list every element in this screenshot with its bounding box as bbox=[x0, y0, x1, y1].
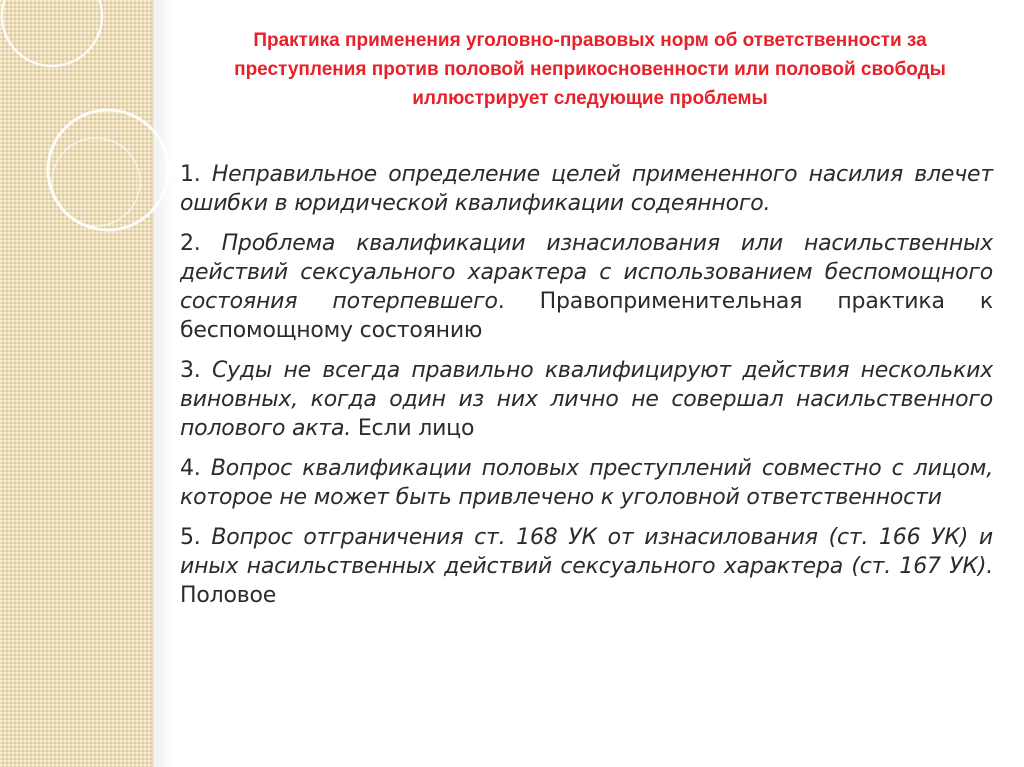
slide-title: Практика применения уголовно-правовых норм об ответственности за преступления против половой неприкосновенности или половой свободы иллюстрирует следующие проблемы bbox=[234, 30, 946, 109]
problem-list bbox=[180, 160, 993, 621]
item-plain-text: Если лицо bbox=[351, 416, 475, 441]
decorative-ring-inner bbox=[52, 138, 140, 226]
list-item bbox=[180, 356, 993, 443]
item-plain-text: Половое bbox=[180, 583, 277, 608]
decorative-ring-top bbox=[2, 0, 102, 66]
item-number: 3. bbox=[180, 358, 201, 383]
item-number: 4. bbox=[180, 456, 201, 481]
list-item bbox=[180, 160, 993, 218]
item-number: 1. bbox=[180, 162, 201, 187]
item-italic-text: Проблема квалификации изнасилования или насильственных действий сексуального характера с использованием беспомощного состояния потерпевшего bbox=[180, 231, 993, 314]
list-item bbox=[180, 229, 993, 345]
item-number: 2. bbox=[180, 231, 201, 256]
item-italic-text: Неправильное определение целей примененного насилия влечет ошибки в юридической квалификации содеянного. bbox=[180, 162, 993, 216]
list-item bbox=[180, 523, 993, 610]
item-number: 5. bbox=[180, 525, 201, 550]
decorative-ring-large bbox=[48, 110, 168, 230]
decorative-rings bbox=[0, 0, 190, 270]
item-italic-text: Вопрос квалификации половых преступлений совместно с лицом, которое не может быть привлечено к уголовной ответственности bbox=[180, 456, 993, 510]
list-item bbox=[180, 454, 993, 512]
item-italic-text: Вопрос отграничения ст. 168 УК от изнасилования (ст. 166 УК) и иных насильственных действий сексуального характера (ст. 167 УК). bbox=[180, 525, 993, 579]
item-italic-text: Суды не всегда правильно квалифицируют действия нескольких виновных, когда один из них лично не совершал насильственного полового акта. bbox=[180, 358, 993, 441]
item-plain-text: . Правоприменительная практика к беспомощному состоянию bbox=[180, 289, 993, 343]
